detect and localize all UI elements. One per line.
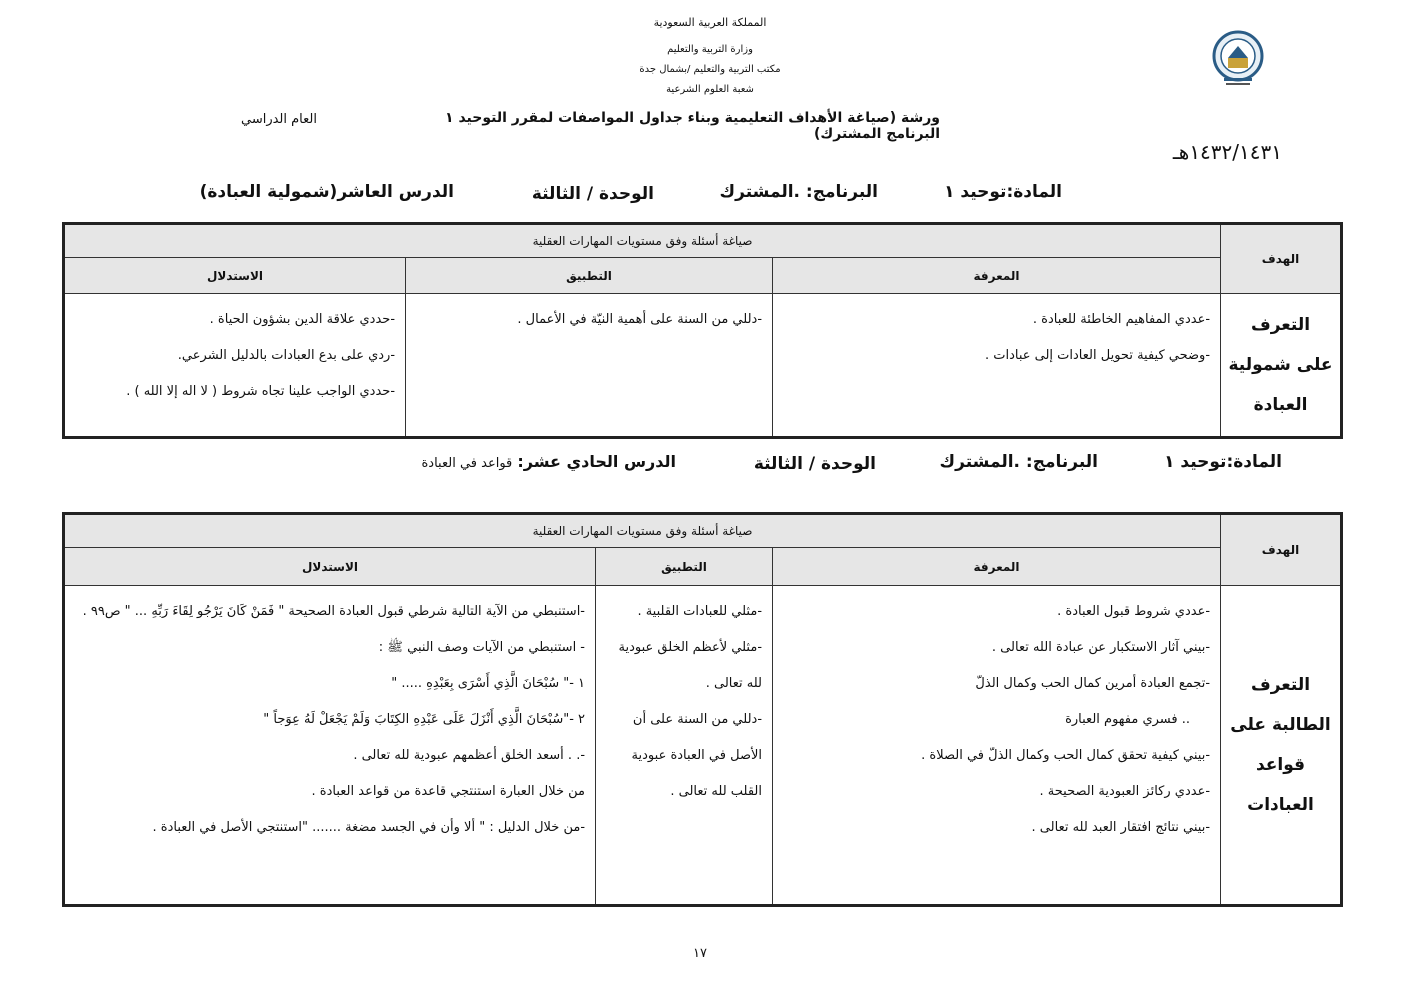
list-item: -حددي الواجب علينا تجاه شروط ( لا اله إلا الله ) . [126, 384, 396, 399]
lesson2-table [62, 512, 1343, 907]
goal-line: قواعد [1255, 755, 1306, 775]
kingdom-title: المملكة العربية السعودية [653, 16, 767, 29]
application-header: التطبيق [406, 258, 773, 294]
page-number: ١٧ [693, 946, 707, 961]
goal-header: الهدف [1221, 514, 1342, 586]
ministry-name: وزارة التربية والتعليم [667, 44, 753, 55]
knowledge-cell [773, 294, 1221, 438]
lesson2-topic: قواعد في العبادة [421, 456, 513, 471]
goal-header: الهدف [1221, 224, 1342, 294]
lesson2-subject: المادة:توحيد ١ [1164, 452, 1282, 472]
goal-cell [1221, 586, 1342, 906]
lesson1-unit: الوحدة / الثالثة [531, 184, 654, 204]
list-item: -ردي على بدع العبادات بالدليل الشرعي. [177, 348, 396, 363]
list-item: - استنبطي من الآيات وصف النبي ﷺ : [378, 640, 586, 655]
goal-line: العبادة [1253, 395, 1308, 415]
goal-line: التعرف [1250, 315, 1311, 335]
list-item: -. . أسعد الخلق أعظمهم عبودية لله تعالى . [353, 748, 586, 763]
list-item: -استنبطي من الآية التالية شرطي قبول العبادة الصحيحة " فَمَنْ كَانَ يَرْجُو لِقَاءَ رَبِّهِ ... " ص٩٩ . [82, 604, 586, 619]
knowledge-header: المعرفة [773, 548, 1221, 586]
hijri-year: ١٤٣٢/١٤٣١هـ [1172, 140, 1282, 164]
goal-line: على شمولية [1228, 355, 1333, 375]
list-item: -تجمع العبادة أمرين كمال الحب وكمال الذلّ [975, 676, 1211, 691]
list-item: من خلال العبارة استنتجي قاعدة من قواعد العبادة . [311, 784, 586, 799]
inference-header: الاستدلال [64, 548, 596, 586]
list-item: -من خلال الدليل : " ألا وأن في الجسد مضغة ....... "استنتجي الأصل في العبادة . [152, 820, 586, 835]
list-item: ٢ -"سُبْحَانَ الَّذِي أَنْزَلَ عَلَى عَبْدِهِ الكِتَابَ وَلَمْ يَجْعَلْ لَهُ عِوَجاً " [263, 712, 586, 727]
office-name: مكتب التربية والتعليم /بشمال جدة [639, 64, 781, 75]
lesson1-program: البرنامج: .المشترك [719, 182, 878, 202]
list-item: -بيني آثار الاستكبار عن عبادة الله تعالى . [991, 640, 1211, 655]
list-item: .. فسري مفهوم العبارة [1065, 712, 1191, 727]
list-item: -عددي شروط قبول العبادة . [1057, 604, 1211, 619]
list-item: ١ -" سُبْحَانَ الَّذِي أَسْرَى بِعَبْدِهِ ..... " [391, 676, 586, 691]
workshop-title: ورشة (صياغة الأهداف التعليمية وبناء جداول المواصفات لمقرر التوحيد ١ البرنامج المشترك) [445, 110, 940, 142]
list-item: -عددي ركائز العبودية الصحيحة . [1039, 784, 1211, 799]
list-item: -بيني نتائج افتقار العبد لله تعالى . [1031, 820, 1211, 835]
lesson1-table [62, 222, 1343, 439]
list-item: -دللي من السنة على أن الأصل في العبادة عبودية القلب لله تعالى . [631, 712, 763, 799]
list-item: -مثلي للعبادات القلبية . [637, 604, 763, 619]
inference-header: الاستدلال [64, 258, 406, 294]
lesson1-subject: المادة:توحيد ١ [944, 182, 1062, 202]
application-cell [596, 586, 773, 906]
goal-line: الطالبة على [1230, 715, 1331, 735]
inference-cell [64, 294, 406, 438]
knowledge-cell [773, 586, 1221, 906]
division-name: شعبة العلوم الشرعية [666, 84, 754, 95]
list-item: -دللي من السنة على أهمية النيّة في الأعمال . [517, 312, 763, 327]
application-header: التطبيق [596, 548, 773, 586]
lesson2-label: الدرس الحادي عشر: [517, 452, 676, 471]
skills-header: صياغة أسئلة وفق مستويات المهارات العقلية [64, 514, 1221, 548]
list-item: -مثلي لأعظم الخلق عبودية لله تعالى . [618, 640, 763, 691]
list-item: -حددي علاقة الدين بشؤون الحياة . [209, 312, 396, 327]
list-item: -بيني كيفية تحقق كمال الحب وكمال الذلّ في الصلاة . [921, 748, 1211, 763]
goal-cell [1221, 294, 1342, 438]
list-item: -عددي المفاهيم الخاطئة للعبادة . [1032, 312, 1211, 327]
list-item: -وضحي كيفية تحويل العادات إلى عبادات . [984, 348, 1211, 363]
ministry-emblem-icon [1208, 28, 1268, 88]
knowledge-header: المعرفة [773, 258, 1221, 294]
application-cell [406, 294, 773, 438]
lesson2-program: البرنامج: .المشترك [939, 452, 1098, 472]
skills-header: صياغة أسئلة وفق مستويات المهارات العقلية [64, 224, 1221, 258]
academic-year-label: العام الدراسي [240, 112, 317, 127]
inference-cell [64, 586, 596, 906]
goal-line: التعرف [1250, 675, 1311, 695]
lesson1-title: الدرس العاشر(شمولية العبادة) [199, 182, 454, 202]
lesson2-unit: الوحدة / الثالثة [753, 454, 876, 474]
goal-line: العبادات [1247, 795, 1314, 815]
lesson2-title [400, 452, 676, 471]
